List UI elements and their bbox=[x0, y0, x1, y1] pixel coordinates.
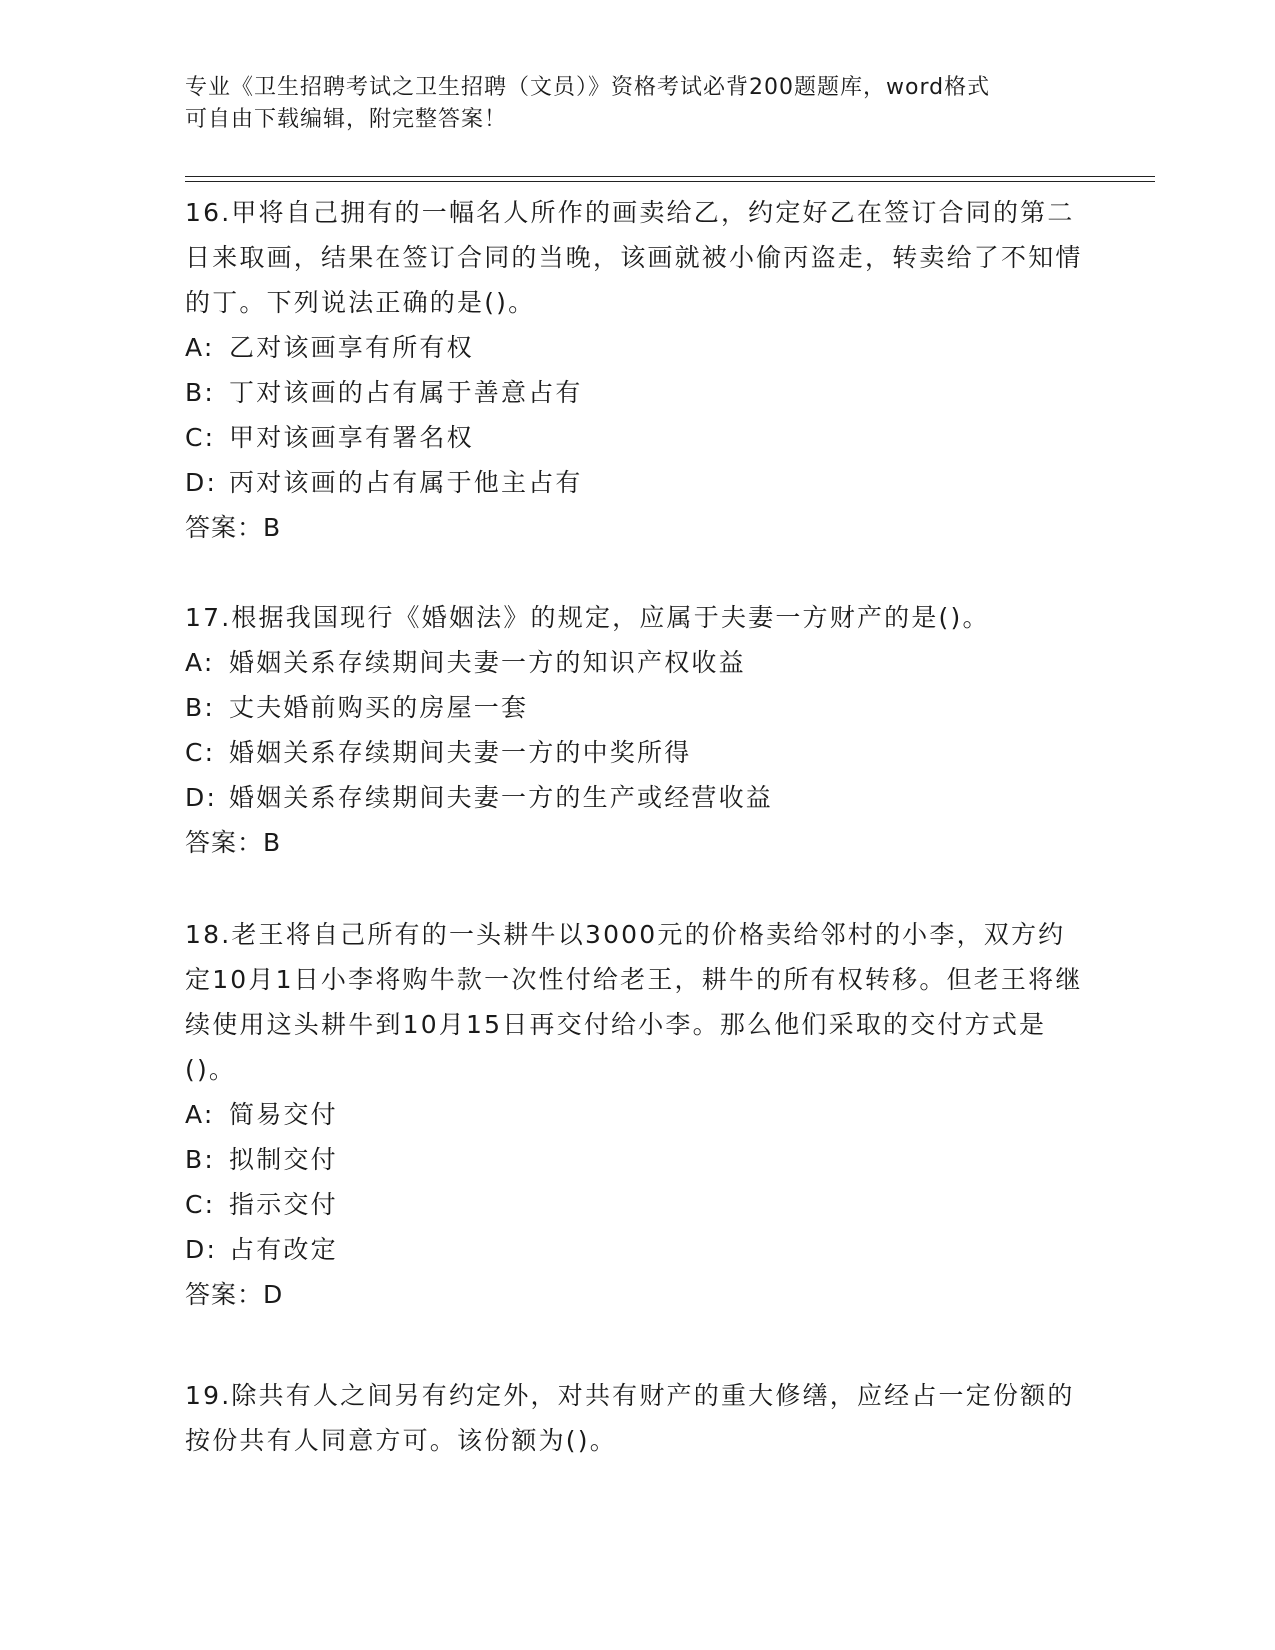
option-list bbox=[185, 325, 1085, 505]
question-stem: 17.根据我国现行《婚姻法》的规定，应属于夫妻一方财产的是()。 bbox=[185, 603, 990, 632]
header-subtitle-line: 可自由下载编辑，附完整答案！ bbox=[185, 107, 508, 132]
answer-line: 答案：B bbox=[185, 828, 282, 857]
option-key: C: bbox=[185, 423, 216, 452]
option-key: D: bbox=[185, 468, 218, 497]
option-a bbox=[185, 1092, 1085, 1137]
option-key: B: bbox=[185, 378, 215, 407]
question-19 bbox=[185, 1373, 1085, 1463]
option-d bbox=[185, 1227, 1085, 1272]
header-title-line: 专业《卫生招聘考试之卫生招聘（文员）》资格考试必背200题题库，word格式 bbox=[185, 75, 991, 100]
option-text: 乙对该画享有所有权 bbox=[229, 333, 474, 362]
option-text: 甲对该画享有署名权 bbox=[229, 423, 474, 452]
option-key: B: bbox=[185, 1145, 215, 1174]
option-c bbox=[185, 1182, 1085, 1227]
option-key: A: bbox=[185, 648, 215, 677]
option-b bbox=[185, 685, 1085, 730]
option-key: B: bbox=[185, 693, 215, 722]
option-text: 拟制交付 bbox=[229, 1145, 338, 1174]
question-17 bbox=[185, 595, 1085, 865]
option-text: 丙对该画的占有属于他主占有 bbox=[229, 468, 583, 497]
option-text: 丈夫婚前购买的房屋一套 bbox=[229, 693, 529, 722]
header-divider-bottom bbox=[185, 181, 1155, 182]
option-key: A: bbox=[185, 1100, 215, 1129]
option-c bbox=[185, 730, 1085, 775]
option-c bbox=[185, 415, 1085, 460]
question-18 bbox=[185, 912, 1085, 1317]
option-a bbox=[185, 640, 1085, 685]
question-16 bbox=[185, 190, 1085, 550]
option-key: C: bbox=[185, 738, 216, 767]
question-stem: 16.甲将自己拥有的一幅名人所作的画卖给乙，约定好乙在签订合同的第二日来取画，结果在签订合同的当晚，该画就被小偷丙盗走，转卖给了不知情的丁。下列说法正确的是()。 bbox=[185, 198, 1083, 317]
option-text: 指示交付 bbox=[229, 1190, 338, 1219]
answer-line: 答案：B bbox=[185, 513, 282, 542]
question-stem: 19.除共有人之间另有约定外，对共有财产的重大修缮，应经占一定份额的按份共有人同意方可。该份额为()。 bbox=[185, 1381, 1075, 1455]
option-key: D: bbox=[185, 1235, 218, 1264]
option-text: 占有改定 bbox=[229, 1235, 338, 1264]
option-text: 婚姻关系存续期间夫妻一方的中奖所得 bbox=[229, 738, 692, 767]
question-stem: 18.老王将自己所有的一头耕牛以3000元的价格卖给邻村的小李，双方约定10月1日小李将购牛款一次性付给老王，耕牛的所有权转移。但老王将继续使用这头耕牛到10月15日再交付给小李。那么他们采取的交付方式是()。 bbox=[185, 920, 1083, 1084]
option-b bbox=[185, 370, 1085, 415]
option-list bbox=[185, 1092, 1085, 1272]
header-divider-top bbox=[185, 176, 1155, 177]
option-key: C: bbox=[185, 1190, 216, 1219]
option-list bbox=[185, 640, 1085, 820]
document-header bbox=[185, 72, 1065, 136]
answer-line: 答案：D bbox=[185, 1280, 284, 1309]
option-text: 婚姻关系存续期间夫妻一方的知识产权收益 bbox=[229, 648, 746, 677]
option-key: D: bbox=[185, 783, 218, 812]
option-b bbox=[185, 1137, 1085, 1182]
option-text: 婚姻关系存续期间夫妻一方的生产或经营收益 bbox=[229, 783, 774, 812]
option-text: 丁对该画的占有属于善意占有 bbox=[229, 378, 583, 407]
option-key: A: bbox=[185, 333, 215, 362]
option-d bbox=[185, 775, 1085, 820]
option-d bbox=[185, 460, 1085, 505]
option-text: 简易交付 bbox=[229, 1100, 338, 1129]
option-a bbox=[185, 325, 1085, 370]
